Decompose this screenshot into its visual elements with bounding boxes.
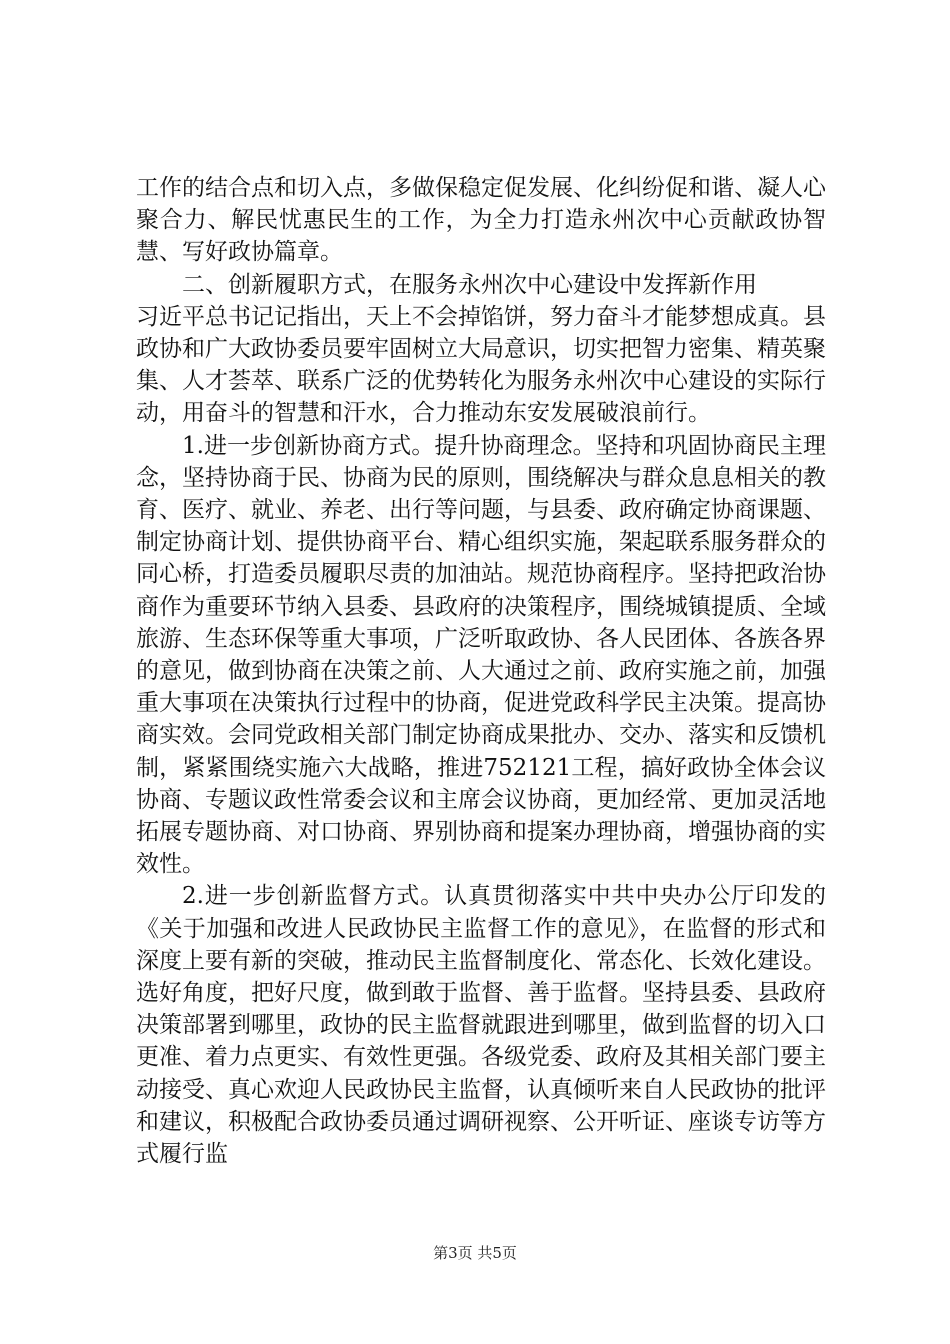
- section-heading: 二、创新履职方式，在服务永州次中心建设中发挥新作用: [182, 271, 757, 298]
- page-number-footer: 第3页 共5页: [433, 1244, 517, 1262]
- paragraph-3: 1.进一步创新协商方式。提升协商理念。坚持和巩固协商民主理念，坚持协商于民、协商为民的原则，围绕解决与群众息息相关的教育、医疗、就业、养老、出行等问题，与县委、政府确定协商课题、制定协商计划、提供协商平台、精心组织实施，架起联系服务群众的同心桥，打造委员履职尽责的加油站。规范协商程序。坚持把政治协商作为重要环节纳入县委、县政府的决策程序，围绕城镇提质、全域旅游、生态环保等重大事项，广泛听取政协、各人民团体、各族各界的意见，做到协商在决策之前、人大通过之前、政府实施之前，加强重大事项在决策执行过程中的协商，促进党政科学民主决策。提高协商实效。会同党政相关部门制定协商成果批办、交办、落实和反馈机制，紧紧围绕实施六大战略，推进752121工程，搞好政协全体会议协商、专题议政性常委会议和主席会议协商，更加经常、更加灵活地拓展专题协商、对口协商、界别协商和提案办理协商，增强协商的实效性。: [136, 432, 826, 878]
- document-body: [136, 172, 826, 1170]
- paragraph-1: 工作的结合点和切入点，多做保稳定促发展、化纠纷促和谐、凝人心聚合力、解民忧惠民生的工作，为全力打造永州次中心贡献政协智慧、写好政协篇章。: [136, 175, 826, 266]
- paragraph-4: 2.进一步创新监督方式。认真贯彻落实中共中央办公厅印发的《关于加强和改进人民政协民主监督工作的意见》，在监督的形式和深度上要有新的突破，推动民主监督制度化、常态化、长效化建设。选好角度，把好尺度，做到敢于监督、善于监督。坚持县委、县政府决策部署到哪里，政协的民主监督就跟进到哪里，做到监督的切入口更准、着力点更实、有效性更强。各级党委、政府及其相关部门要主动接受、真心欢迎人民政协民主监督，认真倾听来自人民政协的批评和建议，积极配合政协委员通过调研视察、公开听证、座谈专访等方式履行监: [136, 883, 826, 1168]
- paragraph-2: 习近平总书记记指出，天上不会掉馅饼，努力奋斗才能梦想成真。县政协和广大政协委员要牢固树立大局意识，切实把智力密集、精英聚集、人才荟萃、联系广泛的优势转化为服务永州次中心建设的实际行动，用奋斗的智慧和汗水，合力推动东安发展破浪前行。: [136, 303, 826, 427]
